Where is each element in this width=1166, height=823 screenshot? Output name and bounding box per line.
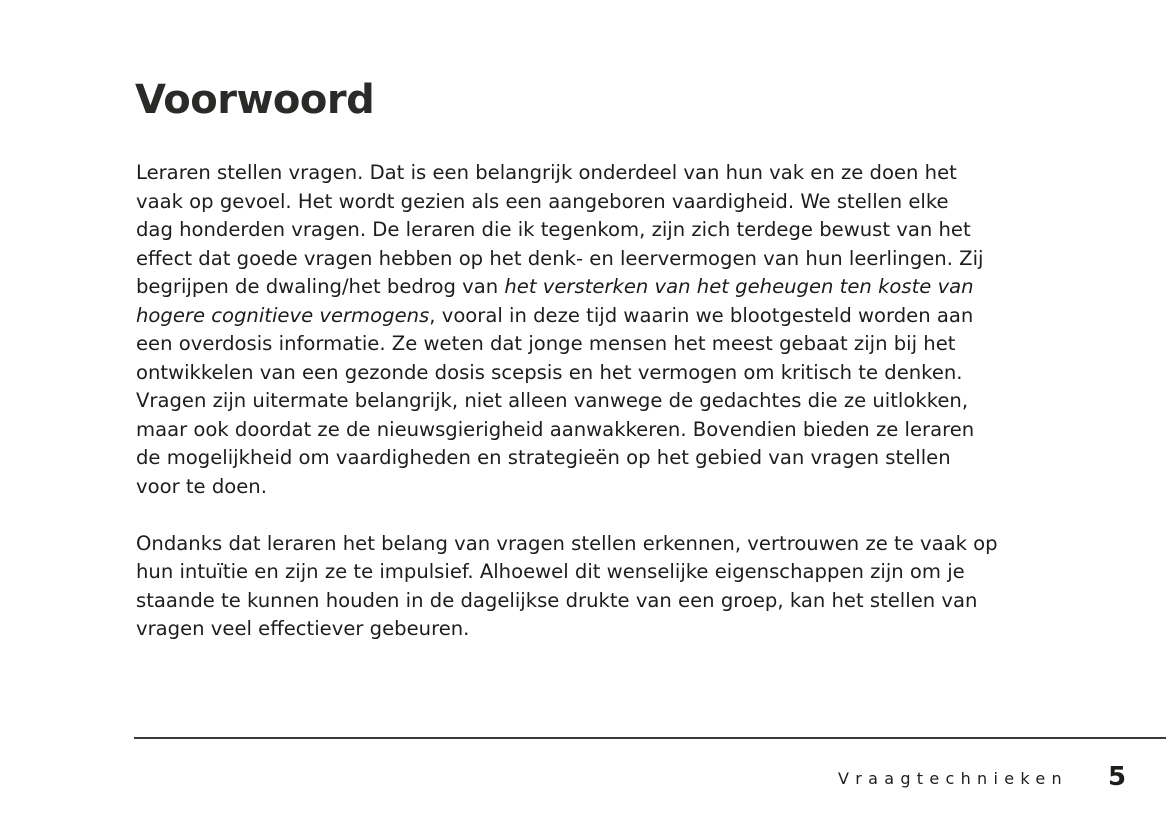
text-line: voor te doen. bbox=[136, 474, 267, 498]
text-line: dag honderden vragen. De leraren die ik tegenkom, zijn zich terdege bewust van het bbox=[136, 218, 971, 241]
text-line: een overdosis informatie. Ze weten dat jonge mensen het meest gebaat zijn bij het bbox=[136, 332, 956, 355]
text-line: hun intuïtie en zijn ze te impulsief. Alhoewel dit wenselijke eigenschappen zijn om je bbox=[136, 560, 965, 583]
text-line: vaak op gevoel. Het wordt gezien als een aangeboren vaardigheid. We stellen elke bbox=[136, 189, 949, 213]
italic-quote: het versterken van het geheugen ten koste van bbox=[504, 275, 974, 298]
text-segment: begrijpen de dwaling/het bedrog van bbox=[136, 275, 505, 298]
text-line: de mogelijkheid om vaardigheden en strategieën op het gebied van vragen stellen bbox=[136, 446, 951, 469]
paragraph-1 bbox=[136, 159, 1086, 501]
text-line: maar ook doordat ze de nieuwsgierigheid aanwakkeren. Bovendien bieden ze leraren bbox=[136, 417, 975, 441]
body-text bbox=[136, 159, 1086, 644]
text-line: Ondanks dat leraren het belang van vragen stellen erkennen, vertrouwen ze te vaak op bbox=[136, 531, 998, 555]
page-title: Voorwoord bbox=[135, 77, 375, 123]
text-line: staande te kunnen houden in de dagelijkse drukte van een groep, kan het stellen van bbox=[136, 588, 978, 612]
footer-book-title: Vraagtechnieken bbox=[838, 769, 1068, 788]
text-line: Vragen zijn uitermate belangrijk, niet alleen vanwege de gedachtes die ze uitlokken, bbox=[136, 389, 969, 412]
text-line: ontwikkelen van een gezonde dosis scepsis en het vermogen om kritisch te denken. bbox=[136, 360, 963, 384]
text-line: effect dat goede vragen hebben op het denk- en leervermogen van hun leerlingen. Zij bbox=[136, 246, 984, 270]
text-segment: , vooral in deze tijd waarin we blootgesteld worden aan bbox=[429, 303, 974, 327]
italic-quote: hogere cognitieve vermogens bbox=[136, 303, 430, 327]
page-number: 5 bbox=[1108, 762, 1127, 792]
footer-divider bbox=[134, 737, 1166, 739]
paragraph-spacer bbox=[136, 501, 1086, 530]
text-line bbox=[136, 302, 1086, 331]
text-line: vragen veel effectiever gebeuren. bbox=[136, 617, 470, 640]
text-line bbox=[136, 273, 1086, 302]
paragraph-2 bbox=[136, 530, 1086, 644]
text-line: Leraren stellen vragen. Dat is een belangrijk onderdeel van hun vak en ze doen het bbox=[136, 161, 957, 184]
